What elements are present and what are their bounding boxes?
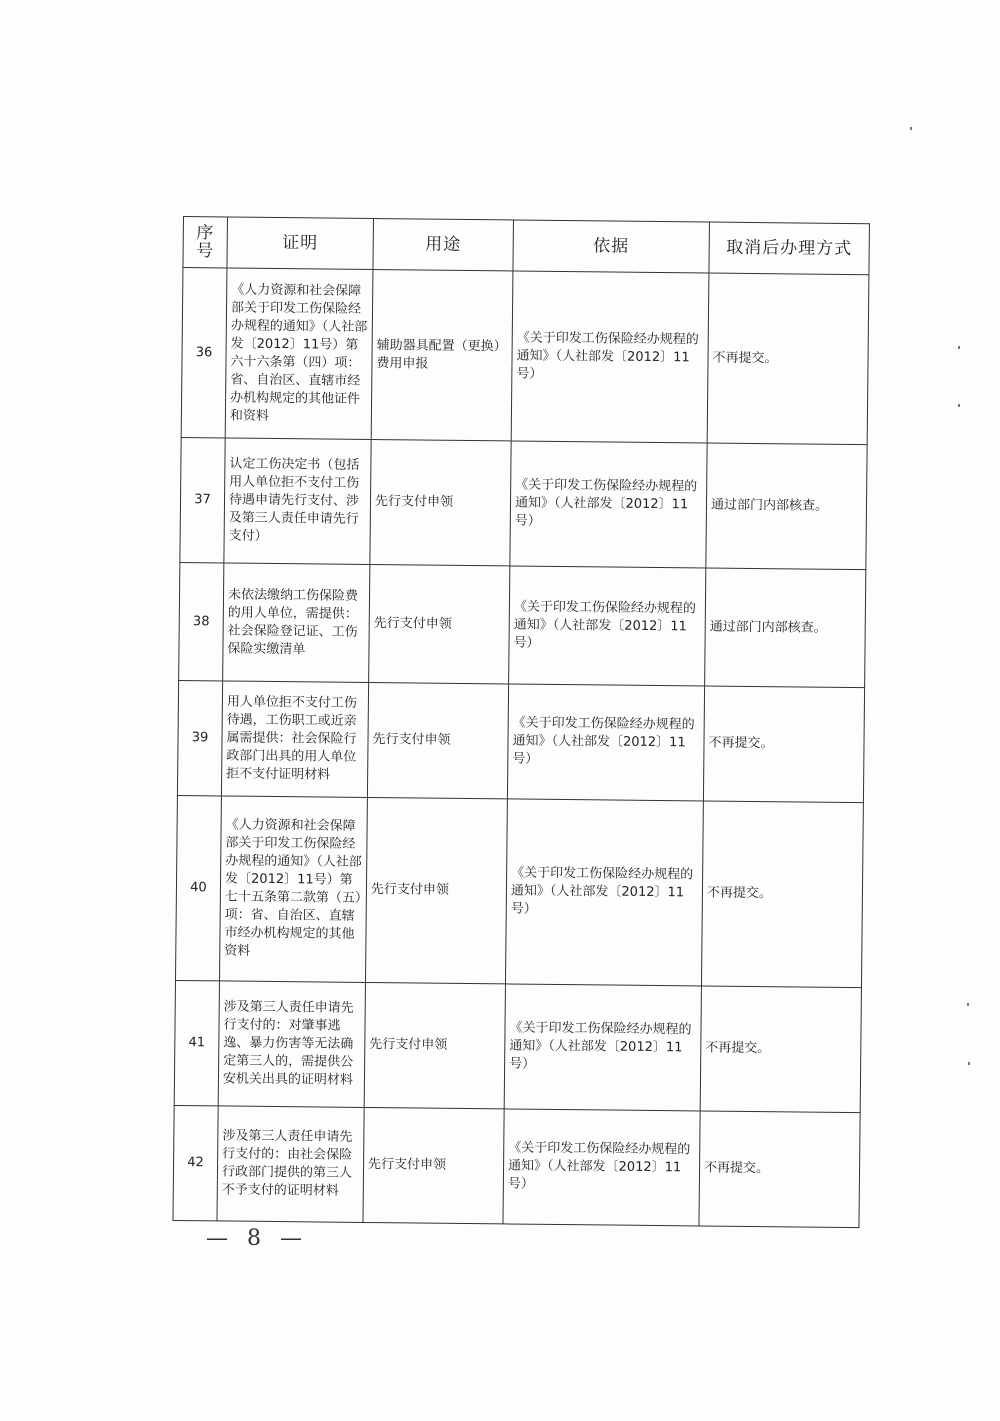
header-after: 取消后办理方式 [709,222,870,275]
row-use: 先行支付申领 [369,564,510,683]
row-proof: 涉及第三人责任申请先行支付的：对肇事逃逸、暴力伤害等无法确定第三人的，需提供公安机关出具的证明材料 [218,981,365,1108]
row-after: 不再提交。 [701,801,863,988]
row-use: 先行支付申领 [363,1107,504,1223]
header-no: 序号 [183,217,228,268]
row-proof: 未依法缴纳工伤保险费的用人单位，需提供：社会保险登记证、工伤保险实缴清单 [223,563,370,683]
row-use: 先行支付申领 [364,982,505,1108]
table-row [174,980,861,1112]
row-basis: 《关于印发工伤保险经办规程的通知》（人社部发〔2012〕11号） [503,1109,700,1226]
row-proof: 涉及第三人责任申请先行支付的：由社会保险行政部门提供的第三人不予支付的证明材料 [217,1106,364,1223]
row-proof: 认定工伤决定书（包括用人单位拒不支付工伤待遇申请先行支付、涉及第三人责任申请先行支付） [224,438,371,565]
row-after: 通过部门内部核查。 [706,443,867,570]
row-use: 先行支付申领 [370,439,511,565]
row-no: 42 [173,1105,218,1220]
row-proof: 用人单位拒不支付工伤待遇，工伤职工或近亲属需提供：社会保险行政部门出具的用人单位拒不支付证明材料 [221,681,368,798]
row-no: 37 [180,437,225,562]
row-no: 40 [175,795,221,980]
row-basis: 《关于印发工伤保险经办规程的通知》（人社部发〔2012〕11号） [505,799,703,986]
row-after: 不再提交。 [700,986,861,1113]
row-after: 通过部门内部核查。 [705,568,866,688]
row-basis: 《关于印发工伤保险经办规程的通知》（人社部发〔2012〕11号） [509,566,706,686]
row-no: 41 [174,980,219,1105]
row-use: 先行支付申领 [367,682,508,798]
scan-speck [968,1062,970,1065]
scan-speck [967,1003,969,1006]
table-row [175,795,863,987]
row-use: 先行支付申领 [365,797,507,983]
table-row [177,680,864,802]
row-after: 不再提交。 [699,1111,860,1228]
certificate-table [172,216,869,1228]
header-use: 用途 [373,218,514,270]
row-use: 辅助器具配置（更换）费用申报 [371,269,513,440]
row-proof: 《人力资源和社会保障部关于印发工伤保险经办规程的通知》（人社部发〔2012〕11号）第六十六条第（四）项：省、自治区、直辖市经办机构规定的其他证件和资料 [225,268,373,440]
header-proof: 证明 [227,217,374,270]
table-row [181,268,869,445]
row-proof: 《人力资源和社会保障部关于印发工伤保险经办规程的通知》（人社部发〔2012〕11号）第七十五条第二款第（五）项：省、自治区、直辖市经办机构规定的其他资料 [219,796,367,983]
row-basis: 《关于印发工伤保险经办规程的通知》（人社部发〔2012〕11号） [510,441,707,568]
header-basis: 依据 [513,220,710,273]
row-basis: 《关于印发工伤保险经办规程的通知》（人社部发〔2012〕11号） [504,984,701,1111]
row-basis: 《关于印发工伤保险经办规程的通知》（人社部发〔2012〕11号） [511,271,709,443]
scan-speck [958,346,960,349]
table-header-row [183,217,869,275]
row-basis: 《关于印发工伤保险经办规程的通知》（人社部发〔2012〕11号） [507,684,704,801]
row-no: 38 [179,562,224,680]
row-after: 不再提交。 [707,273,869,445]
table-row [179,562,866,687]
page-number: — 8 — [206,1226,308,1251]
scan-speck [910,127,912,130]
table-row [180,437,867,569]
row-no: 36 [181,268,227,438]
scan-speck [958,404,960,407]
table-row [173,1105,860,1227]
row-after: 不再提交。 [703,686,864,803]
row-no: 39 [177,680,222,795]
